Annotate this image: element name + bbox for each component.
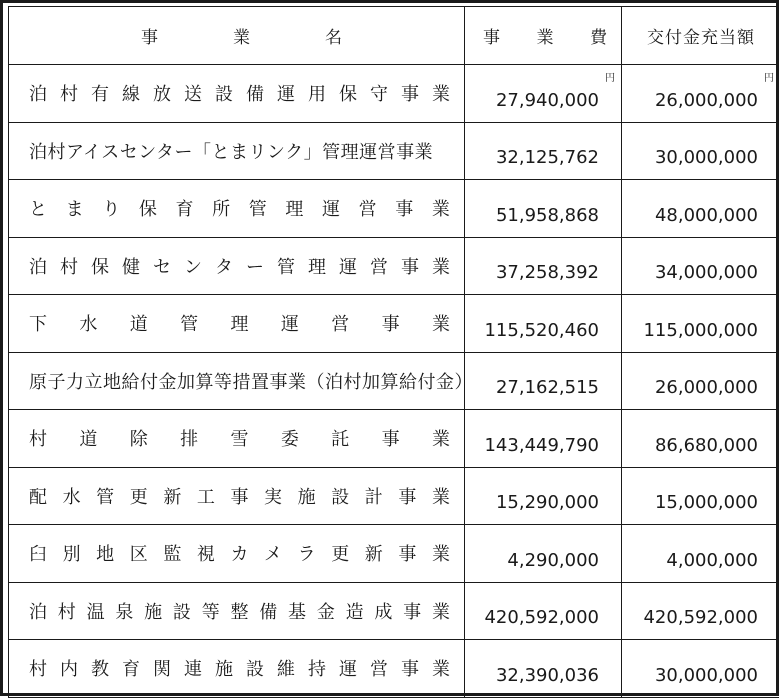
- project-name-char: 更: [130, 483, 148, 509]
- project-name-cell: [9, 122, 465, 180]
- grant-amount: 48,000,000: [655, 205, 758, 226]
- project-name-char: 更: [331, 540, 349, 566]
- header-row: [9, 7, 779, 65]
- table-row: [9, 640, 779, 698]
- header-cost-char: 事: [483, 23, 500, 48]
- project-name-char: 業: [432, 425, 450, 451]
- project-name-char: 工: [197, 483, 215, 509]
- project-name-char: ラ: [298, 540, 316, 566]
- project-name-char: 設: [246, 655, 264, 681]
- project-name-char: 理: [308, 253, 326, 279]
- project-name: 原子力立地給付金加算等措置事業（泊村加算給付金）: [29, 372, 473, 393]
- project-name-char: 設: [173, 598, 191, 624]
- project-name-char: 村: [29, 655, 47, 681]
- project-name-char: 持: [308, 655, 326, 681]
- table-row: [9, 352, 779, 410]
- project-name-char: 託: [331, 425, 349, 451]
- project-name-char: 村: [60, 253, 78, 279]
- project-name-char: 育: [176, 195, 194, 221]
- project-cost-cell: [465, 525, 622, 583]
- project-name: [29, 80, 450, 106]
- project-name-char: 業: [432, 253, 450, 279]
- project-name-char: 理: [231, 310, 249, 336]
- grant-amount: 26,000,000: [655, 377, 758, 398]
- grant-amount: 15,000,000: [655, 492, 758, 513]
- project-name-char: 新: [365, 540, 383, 566]
- project-cost: 32,390,036: [496, 665, 599, 686]
- project-name-char: 雪: [231, 425, 249, 451]
- project-name-char: 別: [63, 540, 81, 566]
- project-name-char: 設: [215, 80, 233, 106]
- project-name: 泊村アイスセンター「とまリンク」管理運営事業: [29, 142, 433, 163]
- grant-amount-cell: [622, 582, 779, 640]
- project-name-char: ま: [66, 195, 84, 221]
- table-row: [9, 122, 779, 180]
- project-cost-cell: [465, 582, 622, 640]
- project-name-char: り: [102, 195, 120, 221]
- project-cost-cell: [465, 410, 622, 468]
- project-name-char: カ: [230, 540, 248, 566]
- project-name-char: 新: [163, 483, 181, 509]
- grant-amount: 30,000,000: [655, 147, 758, 168]
- project-name-char: 委: [281, 425, 299, 451]
- project-cost: 27,162,515: [496, 377, 599, 398]
- project-name-cell: [9, 410, 465, 468]
- project-name-char: 業: [432, 80, 450, 106]
- project-name-char: 事: [230, 483, 248, 509]
- header-cost-char: 費: [590, 23, 607, 48]
- project-name-char: 設: [331, 483, 349, 509]
- project-name-char: 泉: [115, 598, 133, 624]
- table-row: [9, 582, 779, 640]
- project-name-char: 下: [29, 310, 47, 336]
- project-name-char: 用: [308, 80, 326, 106]
- grant-amount-cell: [622, 237, 779, 295]
- project-name-char: 事: [401, 253, 419, 279]
- table-row: [9, 410, 779, 468]
- project-cost: 15,290,000: [496, 492, 599, 513]
- project-name-char: 成: [374, 598, 392, 624]
- grant-amount-cell: [622, 180, 779, 238]
- project-name-cell: [9, 467, 465, 525]
- project-name-char: 泊: [29, 598, 47, 624]
- project-name-char: 道: [130, 310, 148, 336]
- grant-amount: 115,000,000: [643, 320, 758, 341]
- project-table: [8, 6, 779, 698]
- project-name: [29, 598, 450, 624]
- project-name-cell: [9, 525, 465, 583]
- project-name-cell: [9, 640, 465, 698]
- project-name-char: 営: [370, 655, 388, 681]
- project-name-cell: [9, 237, 465, 295]
- project-name-char: 実: [264, 483, 282, 509]
- project-name: [29, 483, 450, 509]
- project-cost-cell: [465, 295, 622, 353]
- project-name-char: 村: [58, 598, 76, 624]
- project-name-char: ー: [246, 253, 264, 279]
- project-name-char: 泊: [29, 80, 47, 106]
- unit-label: 円: [605, 69, 615, 84]
- project-name-char: 運: [277, 80, 295, 106]
- project-cost: 420,592,000: [484, 607, 599, 628]
- grant-amount: 34,000,000: [655, 262, 758, 283]
- project-name-char: 排: [180, 425, 198, 451]
- header-grant-amount: [622, 7, 779, 65]
- project-name-char: 運: [339, 655, 357, 681]
- project-name-char: 道: [79, 425, 97, 451]
- project-name-char: 整: [230, 598, 248, 624]
- table-row: [9, 237, 779, 295]
- project-cost-cell: [465, 640, 622, 698]
- project-name-char: 所: [212, 195, 230, 221]
- project-name: [29, 540, 450, 566]
- unit-label: 円: [764, 69, 774, 84]
- project-name-char: 事: [398, 540, 416, 566]
- header-grant-label: 交付金充当額: [647, 28, 755, 48]
- project-name-char: 保: [91, 253, 109, 279]
- project-name-char: 施: [298, 483, 316, 509]
- project-name-char: 備: [259, 598, 277, 624]
- project-name-char: 営: [331, 310, 349, 336]
- project-name-char: 基: [288, 598, 306, 624]
- project-name-char: 内: [60, 655, 78, 681]
- header-name-char: 業: [233, 23, 250, 48]
- project-name-char: 送: [184, 80, 202, 106]
- project-name-char: 泊: [29, 253, 47, 279]
- project-name-char: 備: [246, 80, 264, 106]
- project-cost: 37,258,392: [496, 262, 599, 283]
- grant-amount-cell: [622, 467, 779, 525]
- project-name-char: 配: [29, 483, 47, 509]
- project-name-char: 事: [382, 425, 400, 451]
- project-name-char: 保: [139, 195, 157, 221]
- grant-amount-cell: [622, 352, 779, 410]
- project-name-char: 営: [359, 195, 377, 221]
- project-name-char: 温: [87, 598, 105, 624]
- project-cost-cell: [465, 237, 622, 295]
- project-name-char: 運: [281, 310, 299, 336]
- project-cost: 4,290,000: [507, 550, 599, 571]
- project-name-char: 関: [153, 655, 171, 681]
- project-name-char: 運: [339, 253, 357, 279]
- project-name-char: 事: [401, 80, 419, 106]
- project-name-char: 事: [403, 598, 421, 624]
- project-name-char: 維: [277, 655, 295, 681]
- project-name-char: 水: [63, 483, 81, 509]
- project-name-char: 施: [144, 598, 162, 624]
- project-name-char: 監: [163, 540, 181, 566]
- project-name: [29, 655, 450, 681]
- project-name-char: 等: [202, 598, 220, 624]
- project-cost-cell: [465, 352, 622, 410]
- project-name: [29, 195, 450, 221]
- table-row: [9, 65, 779, 123]
- project-name-char: 業: [432, 195, 450, 221]
- grant-amount-cell: [622, 640, 779, 698]
- project-cost: 32,125,762: [496, 147, 599, 168]
- table-row: [9, 525, 779, 583]
- project-name-cell: [9, 295, 465, 353]
- project-name-char: 計: [365, 483, 383, 509]
- project-cost-cell: [465, 467, 622, 525]
- header-cost-char: 業: [537, 23, 554, 48]
- project-name-char: 地: [96, 540, 114, 566]
- grant-amount-cell: [622, 525, 779, 583]
- project-name-char: 営: [370, 253, 388, 279]
- project-name-char: 水: [79, 310, 97, 336]
- grant-amount: 30,000,000: [655, 665, 758, 686]
- project-name-char: 事: [382, 310, 400, 336]
- project-name-cell: [9, 352, 465, 410]
- project-name-char: 保: [339, 80, 357, 106]
- project-name-char: 村: [60, 80, 78, 106]
- project-name-char: と: [29, 195, 47, 221]
- project-name-char: ン: [184, 253, 202, 279]
- project-name-char: 教: [91, 655, 109, 681]
- project-name-char: 事: [401, 655, 419, 681]
- project-cost: 51,958,868: [496, 205, 599, 226]
- project-name-char: 業: [432, 598, 450, 624]
- table-row: [9, 467, 779, 525]
- project-name-char: 区: [130, 540, 148, 566]
- project-cost: 27,940,000: [496, 90, 599, 111]
- grant-amount-cell: [622, 122, 779, 180]
- project-name-char: 運: [322, 195, 340, 221]
- project-name-char: 業: [432, 310, 450, 336]
- project-cost-cell: [465, 65, 622, 123]
- header-name-char: 名: [325, 23, 342, 48]
- project-name-char: 管: [249, 195, 267, 221]
- project-name-char: 理: [285, 195, 303, 221]
- project-name-char: 造: [346, 598, 364, 624]
- project-name-cell: [9, 180, 465, 238]
- project-name-char: 有: [91, 80, 109, 106]
- project-name-char: 事: [398, 483, 416, 509]
- grant-amount: 26,000,000: [655, 90, 758, 111]
- header-project-name: [9, 7, 465, 65]
- project-name-char: 育: [122, 655, 140, 681]
- grant-amount-cell: [622, 295, 779, 353]
- project-name-char: 管: [180, 310, 198, 336]
- project-cost: 115,520,460: [484, 320, 599, 341]
- project-name-char: 金: [317, 598, 335, 624]
- table-row: [9, 180, 779, 238]
- project-name-char: 管: [96, 483, 114, 509]
- project-name-char: 業: [432, 483, 450, 509]
- project-name: [29, 310, 450, 336]
- project-name-char: セ: [153, 253, 171, 279]
- project-name-char: 施: [215, 655, 233, 681]
- project-name-char: 除: [130, 425, 148, 451]
- project-name: [29, 253, 450, 279]
- project-cost: 143,449,790: [484, 435, 599, 456]
- project-name-char: 線: [122, 80, 140, 106]
- project-name-char: メ: [264, 540, 282, 566]
- project-name-char: 村: [29, 425, 47, 451]
- project-name: [29, 425, 450, 451]
- project-name-char: 放: [153, 80, 171, 106]
- project-name-char: 連: [184, 655, 202, 681]
- header-project-cost: [465, 7, 622, 65]
- table-row: [9, 295, 779, 353]
- grant-amount: 420,592,000: [643, 607, 758, 628]
- grant-amount-cell: [622, 410, 779, 468]
- project-name-cell: [9, 65, 465, 123]
- grant-amount: 4,000,000: [666, 550, 758, 571]
- project-name-char: 業: [432, 540, 450, 566]
- header-name-char: 事: [141, 23, 158, 48]
- project-name-char: タ: [215, 253, 233, 279]
- project-name-char: 臼: [29, 540, 47, 566]
- grant-amount: 86,680,000: [655, 435, 758, 456]
- project-name-cell: [9, 582, 465, 640]
- project-name-char: 業: [432, 655, 450, 681]
- project-cost-cell: [465, 122, 622, 180]
- project-name-char: 健: [122, 253, 140, 279]
- grant-amount-cell: [622, 65, 779, 123]
- project-name-char: 管: [277, 253, 295, 279]
- project-name-char: 視: [197, 540, 215, 566]
- project-name-char: 事: [395, 195, 413, 221]
- project-cost-cell: [465, 180, 622, 238]
- project-name-char: 守: [370, 80, 388, 106]
